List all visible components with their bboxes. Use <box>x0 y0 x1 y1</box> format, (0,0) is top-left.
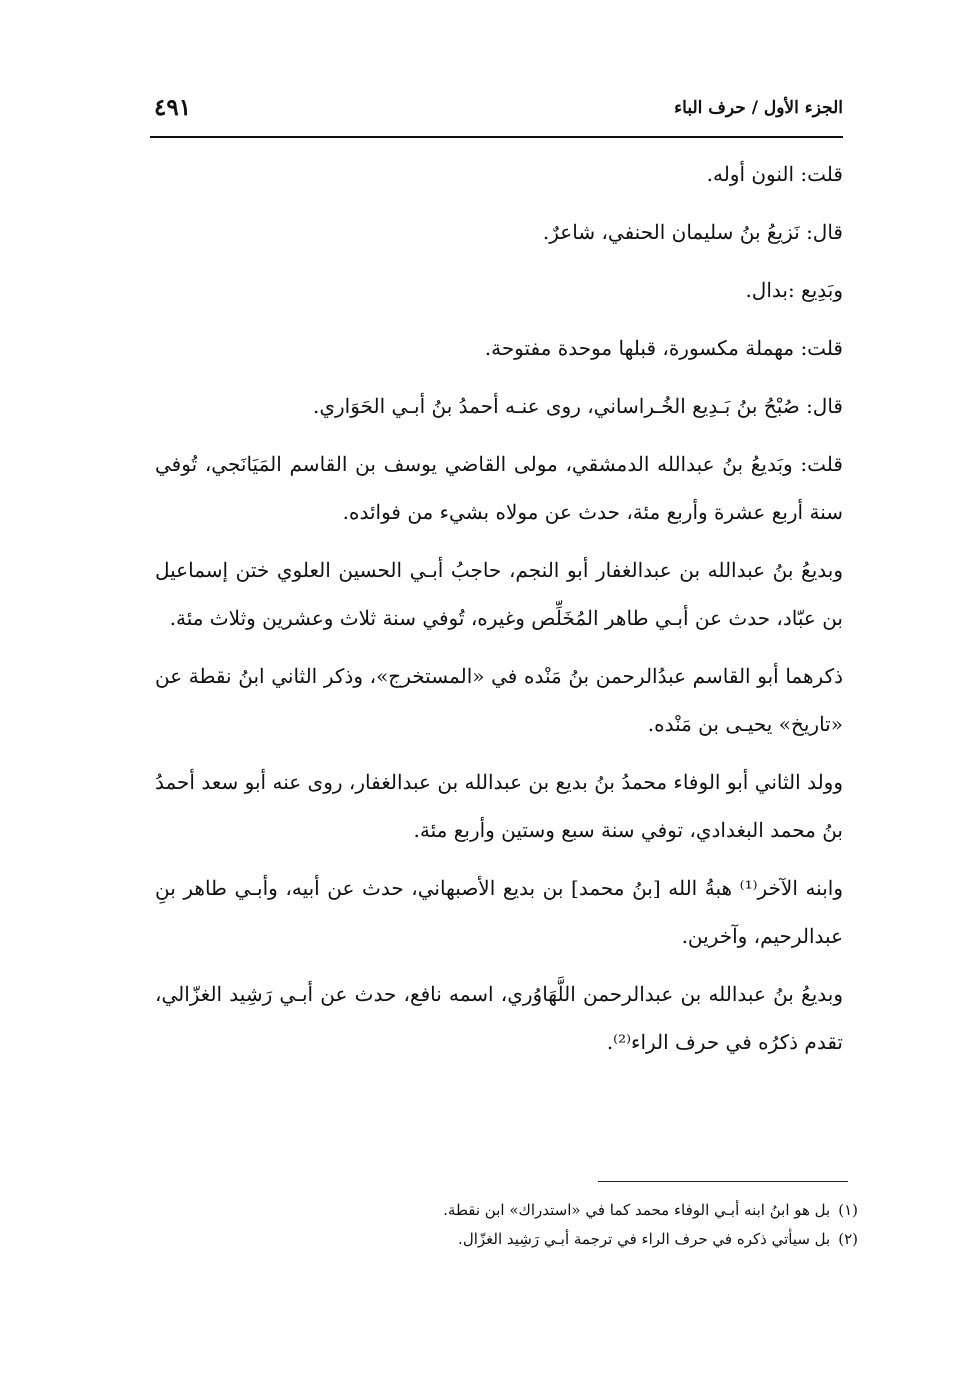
paragraph: قلت: النون أوله. <box>706 162 843 186</box>
paragraph: قال: صُبْحُ بنُ بَـدِيع الخُـراساني، روى عنـه أحمدُ بنُ أبـي الحَوَاري. <box>313 394 843 418</box>
paragraph: ذكرهما أبو القاسم عبدُالرحمن بنُ مَنْده في «المستخرج»، وذكر الثاني ابنُ نقطة عن «تاريخ» يحيـى بن مَنْده. <box>155 664 843 736</box>
footnote-number: (١) <box>838 1201 858 1219</box>
page-number: ٤٩١ <box>154 94 192 121</box>
footnotes <box>150 1196 858 1254</box>
footnote-number: (٢) <box>838 1230 858 1248</box>
main-text <box>155 150 843 1066</box>
paragraph: وابنه الآخر⁽¹⁾ هبةُ الله [بنُ محمد] بن بديع الأصبهاني، حدث عن أبيه، وأبـي طاهر بنِ عبدالرحيم، وآخرين. <box>155 876 844 948</box>
paragraph: وبديعُ بنُ عبدالله بن عبدالرحمن اللَّهَاوُري، اسمه نافع، حدث عن أبـي رَشِيد الغزّالي، تقدم ذكرُه في حرف الراء⁽²⁾. <box>155 982 843 1054</box>
footnote <box>150 1225 858 1254</box>
paragraph: وبديعُ بنُ عبدالله بن عبدالغفار أبو النجم، حاجبُ أبـي الحسين العلوي ختن إسماعيل بن عبّاد، حدث عن أبـي طاهر المُخَلِّص وغيره، تُوفي سنة ثلاث وعشرين وثلاث مئة. <box>155 558 843 630</box>
paragraph: قلت: مهملة مكسورة، قبلها موحدة مفتوحة. <box>484 336 843 360</box>
footnote-text: بل سيأتي ذكره في حرف الراء في ترجمة أبـي رَشِيد الغزّال. <box>458 1230 831 1248</box>
footnote-text: بل هو ابنُ ابنه أبـي الوفاء محمد كما في «استدراك» ابن نقطة. <box>443 1201 831 1219</box>
footnote-separator <box>598 1181 848 1182</box>
paragraph: وبَدِيع :بدال. <box>745 278 843 302</box>
paragraph: قال: نَزيعُ بنُ سليمان الحنفي، شاعرٌ. <box>542 220 843 244</box>
page-header <box>150 92 843 138</box>
footnote <box>150 1196 858 1225</box>
paragraph: قلت: وبَديعُ بنُ عبدالله الدمشقي، مولى القاضي يوسف بن القاسم المَيَانَجي، تُوفي سنة أربع عشرة وأربع مئة، حدث عن مولاه بشيء من فوائده. <box>155 452 843 524</box>
paragraph: وولد الثاني أبو الوفاء محمدُ بنُ بديع بن عبدالله بن عبدالغفار، روى عنه أبو سعد أحمدُ بنُ محمد البغدادي، توفي سنة سبع وستين وأربع مئة. <box>155 770 843 842</box>
running-head: الجزء الأول / حرف الباء <box>674 98 843 118</box>
